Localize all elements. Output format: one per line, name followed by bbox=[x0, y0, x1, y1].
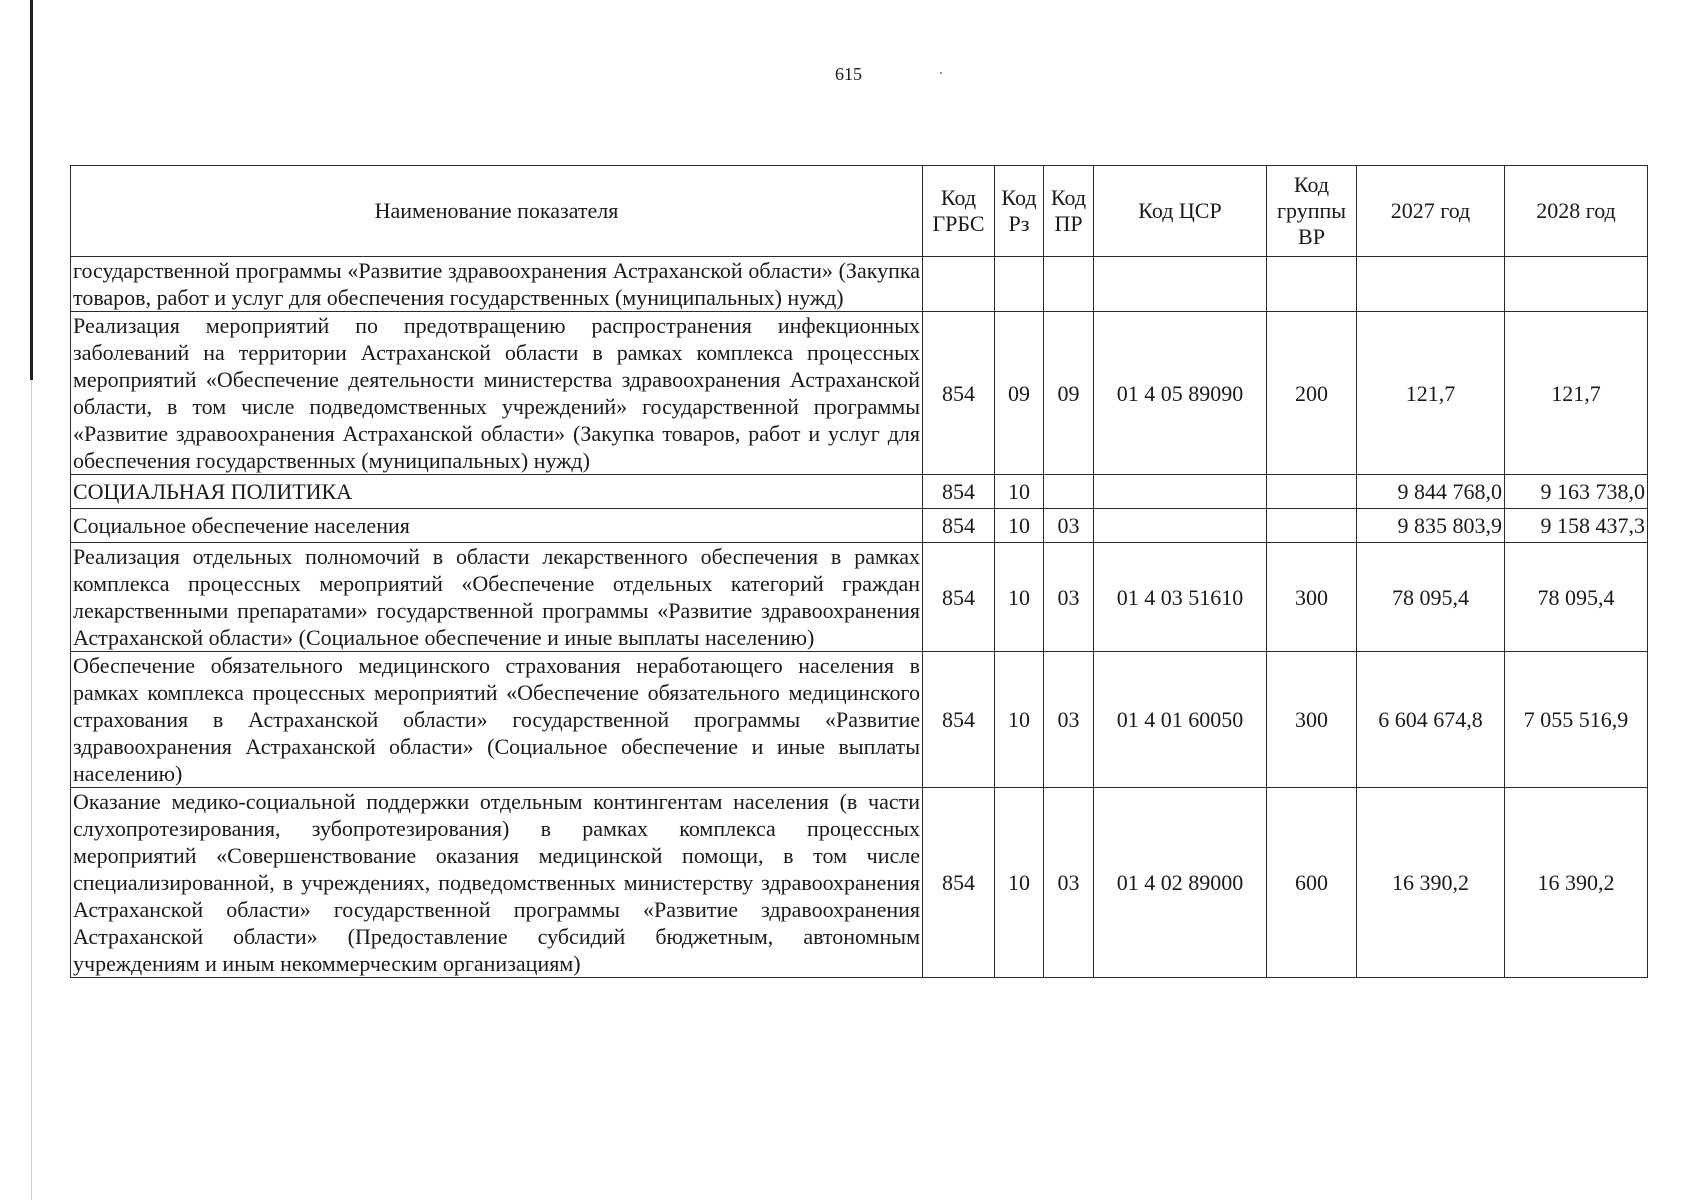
cell-grbs: 854 bbox=[923, 509, 995, 543]
cell-grbs: 854 bbox=[923, 652, 995, 788]
cell-pr: 03 bbox=[1044, 788, 1094, 978]
cell-pr: 09 bbox=[1044, 312, 1094, 475]
cell-rz: 10 bbox=[995, 475, 1044, 509]
cell-2027: 78 095,4 bbox=[1357, 543, 1505, 652]
cell-rz bbox=[995, 257, 1044, 312]
table-row bbox=[71, 543, 1648, 652]
cell-grbs: 854 bbox=[923, 543, 995, 652]
cell-2028: 121,7 bbox=[1505, 312, 1648, 475]
cell-grbs: 854 bbox=[923, 475, 995, 509]
scan-speck bbox=[940, 72, 942, 74]
header-2028: 2028 год bbox=[1505, 166, 1648, 257]
header-2027: 2027 год bbox=[1357, 166, 1505, 257]
cell-csr: 01 4 03 51610 bbox=[1094, 543, 1267, 652]
cell-csr: 01 4 02 89000 bbox=[1094, 788, 1267, 978]
cell-name: Реализация мероприятий по предотвращению распространения инфекционных заболеваний на территории Астраханской области в рамках комплекса процессных мероприятий «Обеспечение деятельности министерства здравоохранения Астраханской области, в том числе подведомственных учреждений» государственной программы «Развитие здравоохранения Астраханской области» (Закупка товаров, работ и услуг для обеспечения государственных (муниципальных) нужд) bbox=[71, 312, 923, 475]
budget-table bbox=[70, 165, 1648, 978]
cell-rz: 10 bbox=[995, 509, 1044, 543]
cell-name: Оказание медико-социальной поддержки отдельным контингентам населения (в части слухопротезирования, зубопротезирования) в рамках комплекса процессных мероприятий «Совершенствование оказания медицинской помощи, в том числе специализированной, в учреждениях, подведомственных министерству здравоохранения Астраханской области» государственной программы «Развитие здравоохранения Астраханской области» (Предоставление субсидий бюджетным, автономным учреждениям и иным некоммерческим организациям) bbox=[71, 788, 923, 978]
cell-vr: 200 bbox=[1267, 312, 1357, 475]
cell-2027: 6 604 674,8 bbox=[1357, 652, 1505, 788]
cell-pr bbox=[1044, 475, 1094, 509]
cell-rz: 09 bbox=[995, 312, 1044, 475]
cell-csr bbox=[1094, 475, 1267, 509]
cell-vr: 300 bbox=[1267, 652, 1357, 788]
cell-2028: 9 163 738,0 bbox=[1505, 475, 1648, 509]
cell-name: государственной программы «Развитие здравоохранения Астраханской области» (Закупка товаров, работ и услуг для обеспечения государственных (муниципальных) нужд) bbox=[71, 257, 923, 312]
table-header-row bbox=[71, 166, 1648, 257]
binding-edge-line-faint bbox=[31, 380, 32, 1200]
cell-grbs: 854 bbox=[923, 788, 995, 978]
cell-pr bbox=[1044, 257, 1094, 312]
header-csr: Код ЦСР bbox=[1094, 166, 1267, 257]
table-row bbox=[71, 788, 1648, 978]
cell-2027: 121,7 bbox=[1357, 312, 1505, 475]
cell-vr bbox=[1267, 475, 1357, 509]
header-rz: Код Рз bbox=[995, 166, 1044, 257]
cell-rz: 10 bbox=[995, 543, 1044, 652]
header-vr: Код группы ВР bbox=[1267, 166, 1357, 257]
cell-name: Реализация отдельных полномочий в области лекарственного обеспечения в рамках комплекса процессных мероприятий «Обеспечение отдельных категорий граждан лекарственными препаратами» государственной программы «Развитие здравоохранения Астраханской области» (Социальное обеспечение и иные выплаты населению) bbox=[71, 543, 923, 652]
table-row bbox=[71, 257, 1648, 312]
cell-2028: 16 390,2 bbox=[1505, 788, 1648, 978]
table-row bbox=[71, 509, 1648, 543]
cell-csr: 01 4 01 60050 bbox=[1094, 652, 1267, 788]
cell-2027: 9 835 803,9 bbox=[1357, 509, 1505, 543]
cell-2028: 9 158 437,3 bbox=[1505, 509, 1648, 543]
cell-2028: 78 095,4 bbox=[1505, 543, 1648, 652]
cell-2028: 7 055 516,9 bbox=[1505, 652, 1648, 788]
cell-csr bbox=[1094, 257, 1267, 312]
table-row bbox=[71, 475, 1648, 509]
cell-2027: 9 844 768,0 bbox=[1357, 475, 1505, 509]
header-grbs: Код ГРБС bbox=[923, 166, 995, 257]
cell-grbs: 854 bbox=[923, 312, 995, 475]
binding-edge-line bbox=[30, 0, 33, 380]
cell-pr: 03 bbox=[1044, 509, 1094, 543]
cell-name: Социальное обеспечение населения bbox=[71, 509, 923, 543]
header-name: Наименование показателя bbox=[71, 166, 923, 257]
cell-csr bbox=[1094, 509, 1267, 543]
cell-grbs bbox=[923, 257, 995, 312]
cell-vr: 600 bbox=[1267, 788, 1357, 978]
cell-2027: 16 390,2 bbox=[1357, 788, 1505, 978]
cell-vr: 300 bbox=[1267, 543, 1357, 652]
table-row bbox=[71, 652, 1648, 788]
cell-2028 bbox=[1505, 257, 1648, 312]
cell-rz: 10 bbox=[995, 652, 1044, 788]
page-number: 615 bbox=[835, 64, 862, 84]
cell-vr bbox=[1267, 257, 1357, 312]
header-pr: Код ПР bbox=[1044, 166, 1094, 257]
cell-pr: 03 bbox=[1044, 543, 1094, 652]
cell-rz: 10 bbox=[995, 788, 1044, 978]
cell-csr: 01 4 05 89090 bbox=[1094, 312, 1267, 475]
table-row bbox=[71, 312, 1648, 475]
cell-name: Обеспечение обязательного медицинского страхования неработающего населения в рамках комплекса процессных мероприятий «Обеспечение обязательного медицинского страхования в Астраханской области» государственной программы «Развитие здравоохранения Астраханской области» (Социальное обеспечение и иные выплаты населению) bbox=[71, 652, 923, 788]
cell-name: СОЦИАЛЬНАЯ ПОЛИТИКА bbox=[71, 475, 923, 509]
cell-2027 bbox=[1357, 257, 1505, 312]
cell-pr: 03 bbox=[1044, 652, 1094, 788]
cell-vr bbox=[1267, 509, 1357, 543]
